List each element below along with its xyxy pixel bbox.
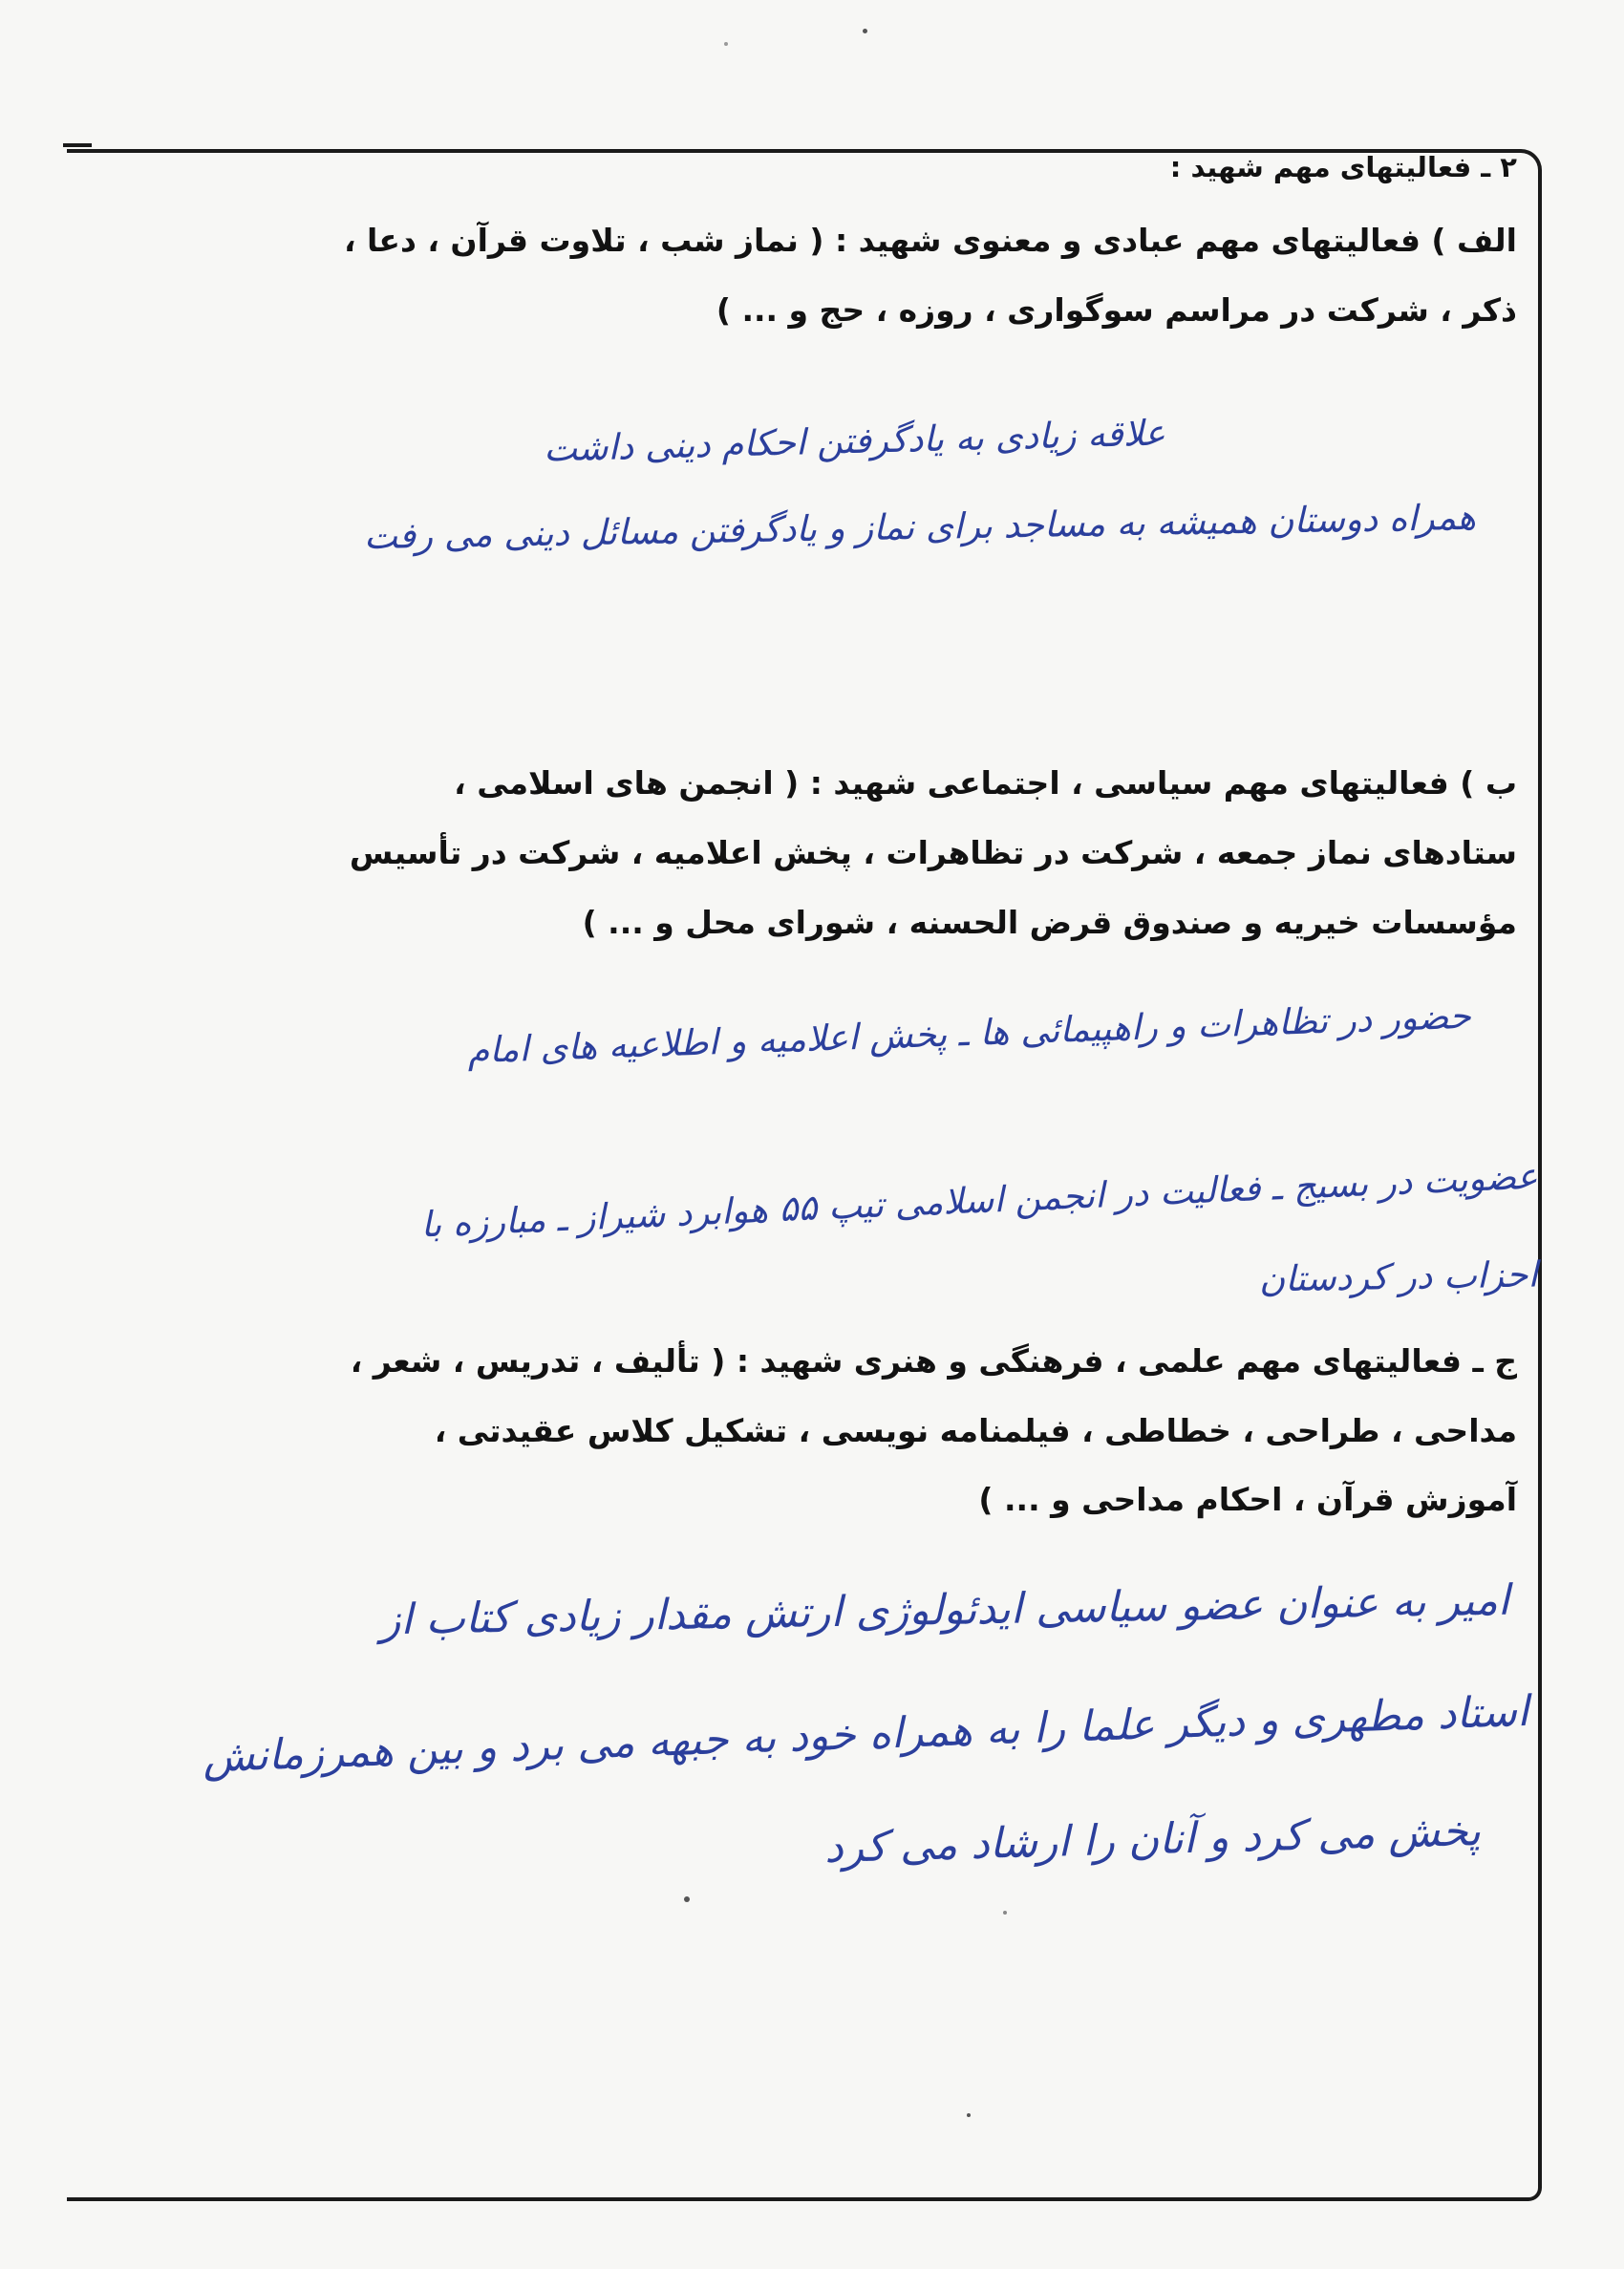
section-b-handwritten-line-3: احزاب در کردستان — [1258, 1253, 1539, 1300]
section-a-printed-line-1: الف ) فعالیتهای مهم عبادی و معنوی شهید : ( نماز شب ، تلاوت قرآن ، دعا ، — [344, 222, 1517, 259]
section-heading: ۲ ـ فعالیتهای مهم شهید : — [1169, 151, 1517, 183]
section-b-printed-line-3: مؤسسات خیریه و صندوق قرض الحسنه ، شورای محل و ... ) — [582, 904, 1517, 941]
section-c-handwritten-line-1: امیر به عنوان عضو سیاسی ایدئولوژی ارتش مقدار زیادی کتاب از — [379, 1575, 1510, 1645]
section-c-printed-line-1: ج ـ فعالیتهای مهم علمی ، فرهنگی و هنری شهید : ( تألیف ، تدریس ، شعر ، — [350, 1342, 1517, 1380]
section-b-handwritten-line-1: حضور در تظاهرات و راهپیمائی ها ـ پخش اعلامیه و اطلاعیه های امام — [466, 995, 1472, 1072]
section-c-handwritten-line-3: پخش می کرد و آنان را ارشاد می کرد — [823, 1807, 1482, 1873]
scan-speck — [684, 1896, 690, 1902]
section-c-handwritten-line-2: استاد مطهری و دیگر علما را به همراه خود به جبهه می برد و بین همرزمانش — [202, 1686, 1529, 1783]
section-a-handwritten-line-1: علاقه زیادی به یادگرفتن احکام دینی داشت — [543, 412, 1166, 470]
scan-speck — [724, 42, 728, 46]
section-b-printed-line-2: ستادهای نماز جمعه ، شرکت در تظاهرات ، پخش اعلامیه ، شرکت در تأسیس — [349, 834, 1517, 871]
section-c-printed-line-3: آموزش قرآن ، احکام مداحی و ... ) — [978, 1481, 1517, 1518]
scan-speck — [863, 29, 867, 33]
section-b-printed-line-1: ب ) فعالیتهای مهم سیاسی ، اجتماعی شهید : ( انجمن های اسلامی ، — [454, 764, 1517, 802]
section-a-handwritten-line-2: همراه دوستان همیشه به مساجد برای نماز و یادگرفتن مسائل دینی می رفت — [363, 496, 1477, 558]
section-c-printed-line-2: مداحی ، طراحی ، خطاطی ، فیلمنامه نویسی ، تشکیل کلاس عقیدتی ، — [434, 1412, 1517, 1449]
section-a-printed-line-2: ذکر ، شرکت در مراسم سوگواری ، روزه ، حج و ... ) — [716, 291, 1517, 329]
scan-speck — [967, 2113, 971, 2117]
page-border-corner — [63, 143, 92, 164]
scan-speck — [1003, 1911, 1007, 1915]
section-b-handwritten-line-2: عضویت در بسیج ـ فعالیت در انجمن اسلامی تیپ ۵۵ هوابرد شیراز ـ مبارزه با — [419, 1155, 1539, 1246]
